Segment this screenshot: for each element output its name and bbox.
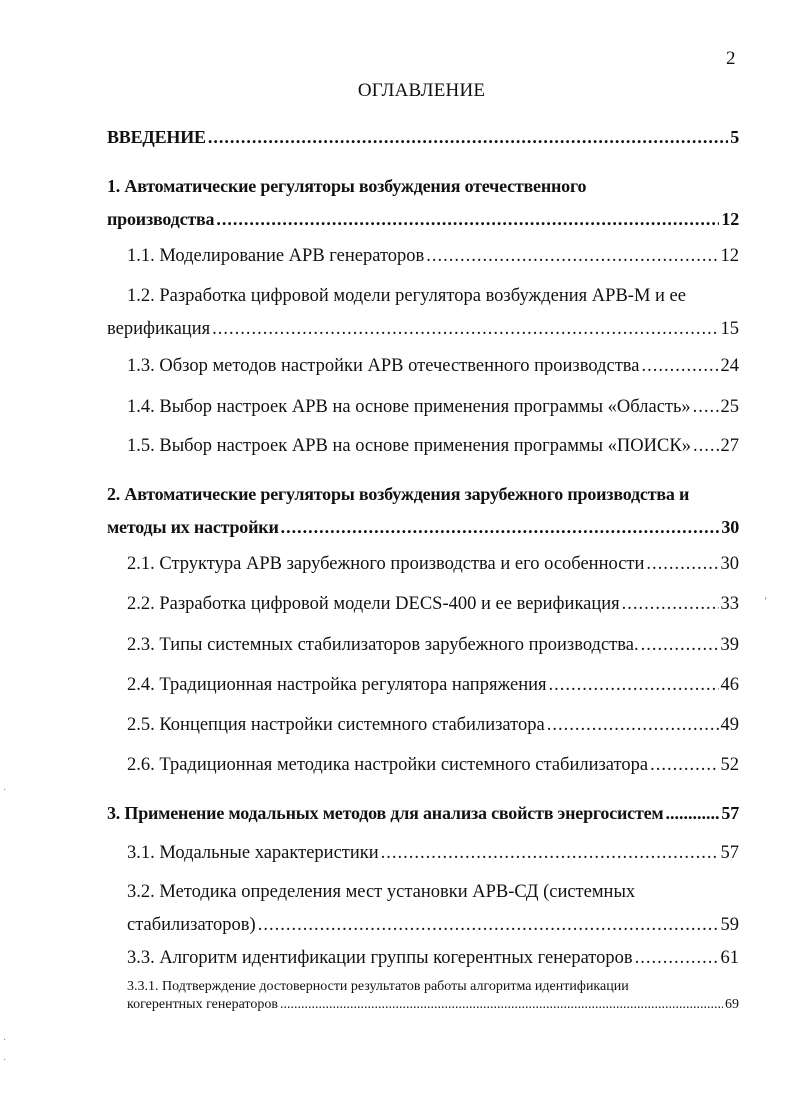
toc-entry-page: 27 — [720, 436, 739, 456]
toc-entry-text-cont: методы их настройки — [107, 517, 279, 537]
toc-entry-intro — [107, 121, 739, 154]
toc-entry-page: 24 — [720, 356, 739, 376]
toc-entry-page: 30 — [720, 554, 739, 574]
toc-entry-text: 2.6. Традиционная методика настройки системного стабилизатора — [127, 755, 649, 775]
toc-entry-page: 15 — [720, 319, 739, 339]
toc-entry-text: 2.5. Концепция настройки системного стабилизатора — [127, 715, 545, 735]
toc-entry-3-1 — [127, 837, 739, 870]
toc-entry-page: 49 — [720, 715, 739, 735]
dot-leader — [208, 121, 728, 154]
dot-leader — [212, 313, 718, 346]
toc-entry-text: 1.3. Обзор методов настройки АРВ отечественного производства — [127, 356, 640, 376]
toc-entry-text: 3.3. Алгоритм идентификации группы когерентных генераторов — [127, 948, 633, 968]
toc-entry-text-cont: стабилизаторов) — [127, 915, 256, 935]
toc-entry-2-2 — [127, 588, 739, 621]
toc-entry-text: 3.2. Методика определения мест установки АРВ-СД (системных — [127, 882, 636, 902]
toc-entry-1-3 — [127, 350, 739, 383]
toc-entry-text: ВВЕДЕНИЕ — [107, 127, 206, 147]
dot-leader — [693, 391, 719, 424]
toc-entry-chapter-3 — [107, 797, 739, 830]
toc-entry-page: 46 — [720, 675, 739, 695]
toc-entry-page: 52 — [720, 755, 739, 775]
toc-entry-3-3-1 — [127, 978, 739, 1014]
toc-entry-1-2 — [107, 280, 739, 346]
toc-entry-chapter-1 — [107, 170, 739, 236]
dot-leader — [547, 709, 719, 742]
page-number: 2 — [726, 48, 736, 69]
toc-entry-page: 61 — [720, 948, 739, 968]
toc-entry-text: 3. Применение модальных методов для анализа свойств энергосистем — [107, 803, 664, 823]
dot-leader — [381, 837, 719, 870]
dot-leader — [426, 240, 718, 273]
dot-leader — [641, 629, 719, 662]
toc-entry-text: 1.4. Выбор настроек АРВ на основе применения программы «Область» — [127, 397, 691, 417]
toc-entry-page: 30 — [721, 517, 739, 537]
toc-entry-text: 1.1. Моделирование АРВ генераторов — [127, 246, 425, 266]
dot-leader — [281, 511, 720, 544]
toc-entry-text: 1. Автоматические регуляторы возбуждения отечественного — [107, 176, 587, 196]
dot-leader — [646, 548, 718, 581]
toc-entry-page: 39 — [720, 635, 739, 655]
toc-entry-text: 3.3.1. Подтверждение достоверности результатов работы алгоритма идентификации — [127, 979, 629, 994]
toc-entry-text-cont: когерентных генераторов — [127, 997, 278, 1012]
toc-entry-text: 1.5. Выбор настроек АРВ на основе применения программы «ПОИСК» — [127, 436, 691, 456]
toc-entry-chapter-2 — [107, 478, 739, 544]
toc-entry-text: 2.3. Типы системных стабилизаторов зарубежного производства. — [127, 635, 639, 655]
toc-entry-page: 33 — [720, 594, 739, 614]
toc-entry-text: 3.1. Модальные характеристики — [127, 843, 379, 863]
toc-entry-3-2 — [127, 876, 739, 942]
toc-entry-1-5 — [127, 430, 739, 463]
scan-artifact: · — [3, 1035, 7, 1046]
toc-entry-1-1 — [127, 240, 739, 273]
dot-leader — [665, 797, 719, 830]
toc-entry-page: 57 — [721, 803, 739, 823]
dot-leader — [641, 350, 718, 383]
scan-artifact: · — [3, 785, 7, 796]
dot-leader — [650, 749, 718, 782]
toc-entry-2-6 — [127, 749, 739, 782]
toc-entry-text: 2.4. Традиционная настройка регулятора напряжения — [127, 675, 547, 695]
toc-entry-page: 59 — [720, 915, 739, 935]
scan-artifact: · — [3, 1055, 7, 1066]
dot-leader — [693, 430, 719, 463]
toc-entry-page: 12 — [721, 209, 739, 229]
toc-entry-2-5 — [127, 709, 739, 742]
toc-entry-2-1 — [127, 548, 739, 581]
toc-entry-page: 12 — [720, 246, 739, 266]
toc-entry-text: 2.2. Разработка цифровой модели DECS-400 и ее верификация — [127, 594, 620, 614]
toc-entry-3-3 — [127, 942, 739, 975]
toc-entry-2-4 — [127, 669, 739, 702]
toc-entry-text: 2. Автоматические регуляторы возбуждения зарубежного производства и — [107, 484, 690, 504]
toc-entry-page: 69 — [725, 997, 739, 1012]
toc-entry-text-cont: производства — [107, 209, 215, 229]
dot-leader — [622, 588, 719, 621]
dot-leader — [549, 669, 719, 702]
toc-entry-2-3 — [127, 629, 739, 662]
toc-entry-page: 57 — [720, 843, 739, 863]
toc-entry-text-cont: верификация — [107, 319, 211, 339]
dot-leader — [635, 942, 719, 975]
scan-artifact: ‘ — [764, 596, 768, 607]
dot-leader — [216, 203, 719, 236]
toc-entry-page: 5 — [730, 127, 739, 147]
dot-leader — [258, 909, 719, 942]
toc-entry-text: 2.1. Структура АРВ зарубежного производства и его особенности — [127, 554, 645, 574]
dot-leader — [280, 996, 723, 1014]
toc-entry-page: 25 — [720, 397, 739, 417]
toc-entry-1-4 — [127, 391, 739, 424]
page-title: ОГЛАВЛЕНИЕ — [357, 80, 486, 101]
toc-entry-text: 1.2. Разработка цифровой модели регулятора возбуждения АРВ-М и ее — [127, 286, 686, 306]
